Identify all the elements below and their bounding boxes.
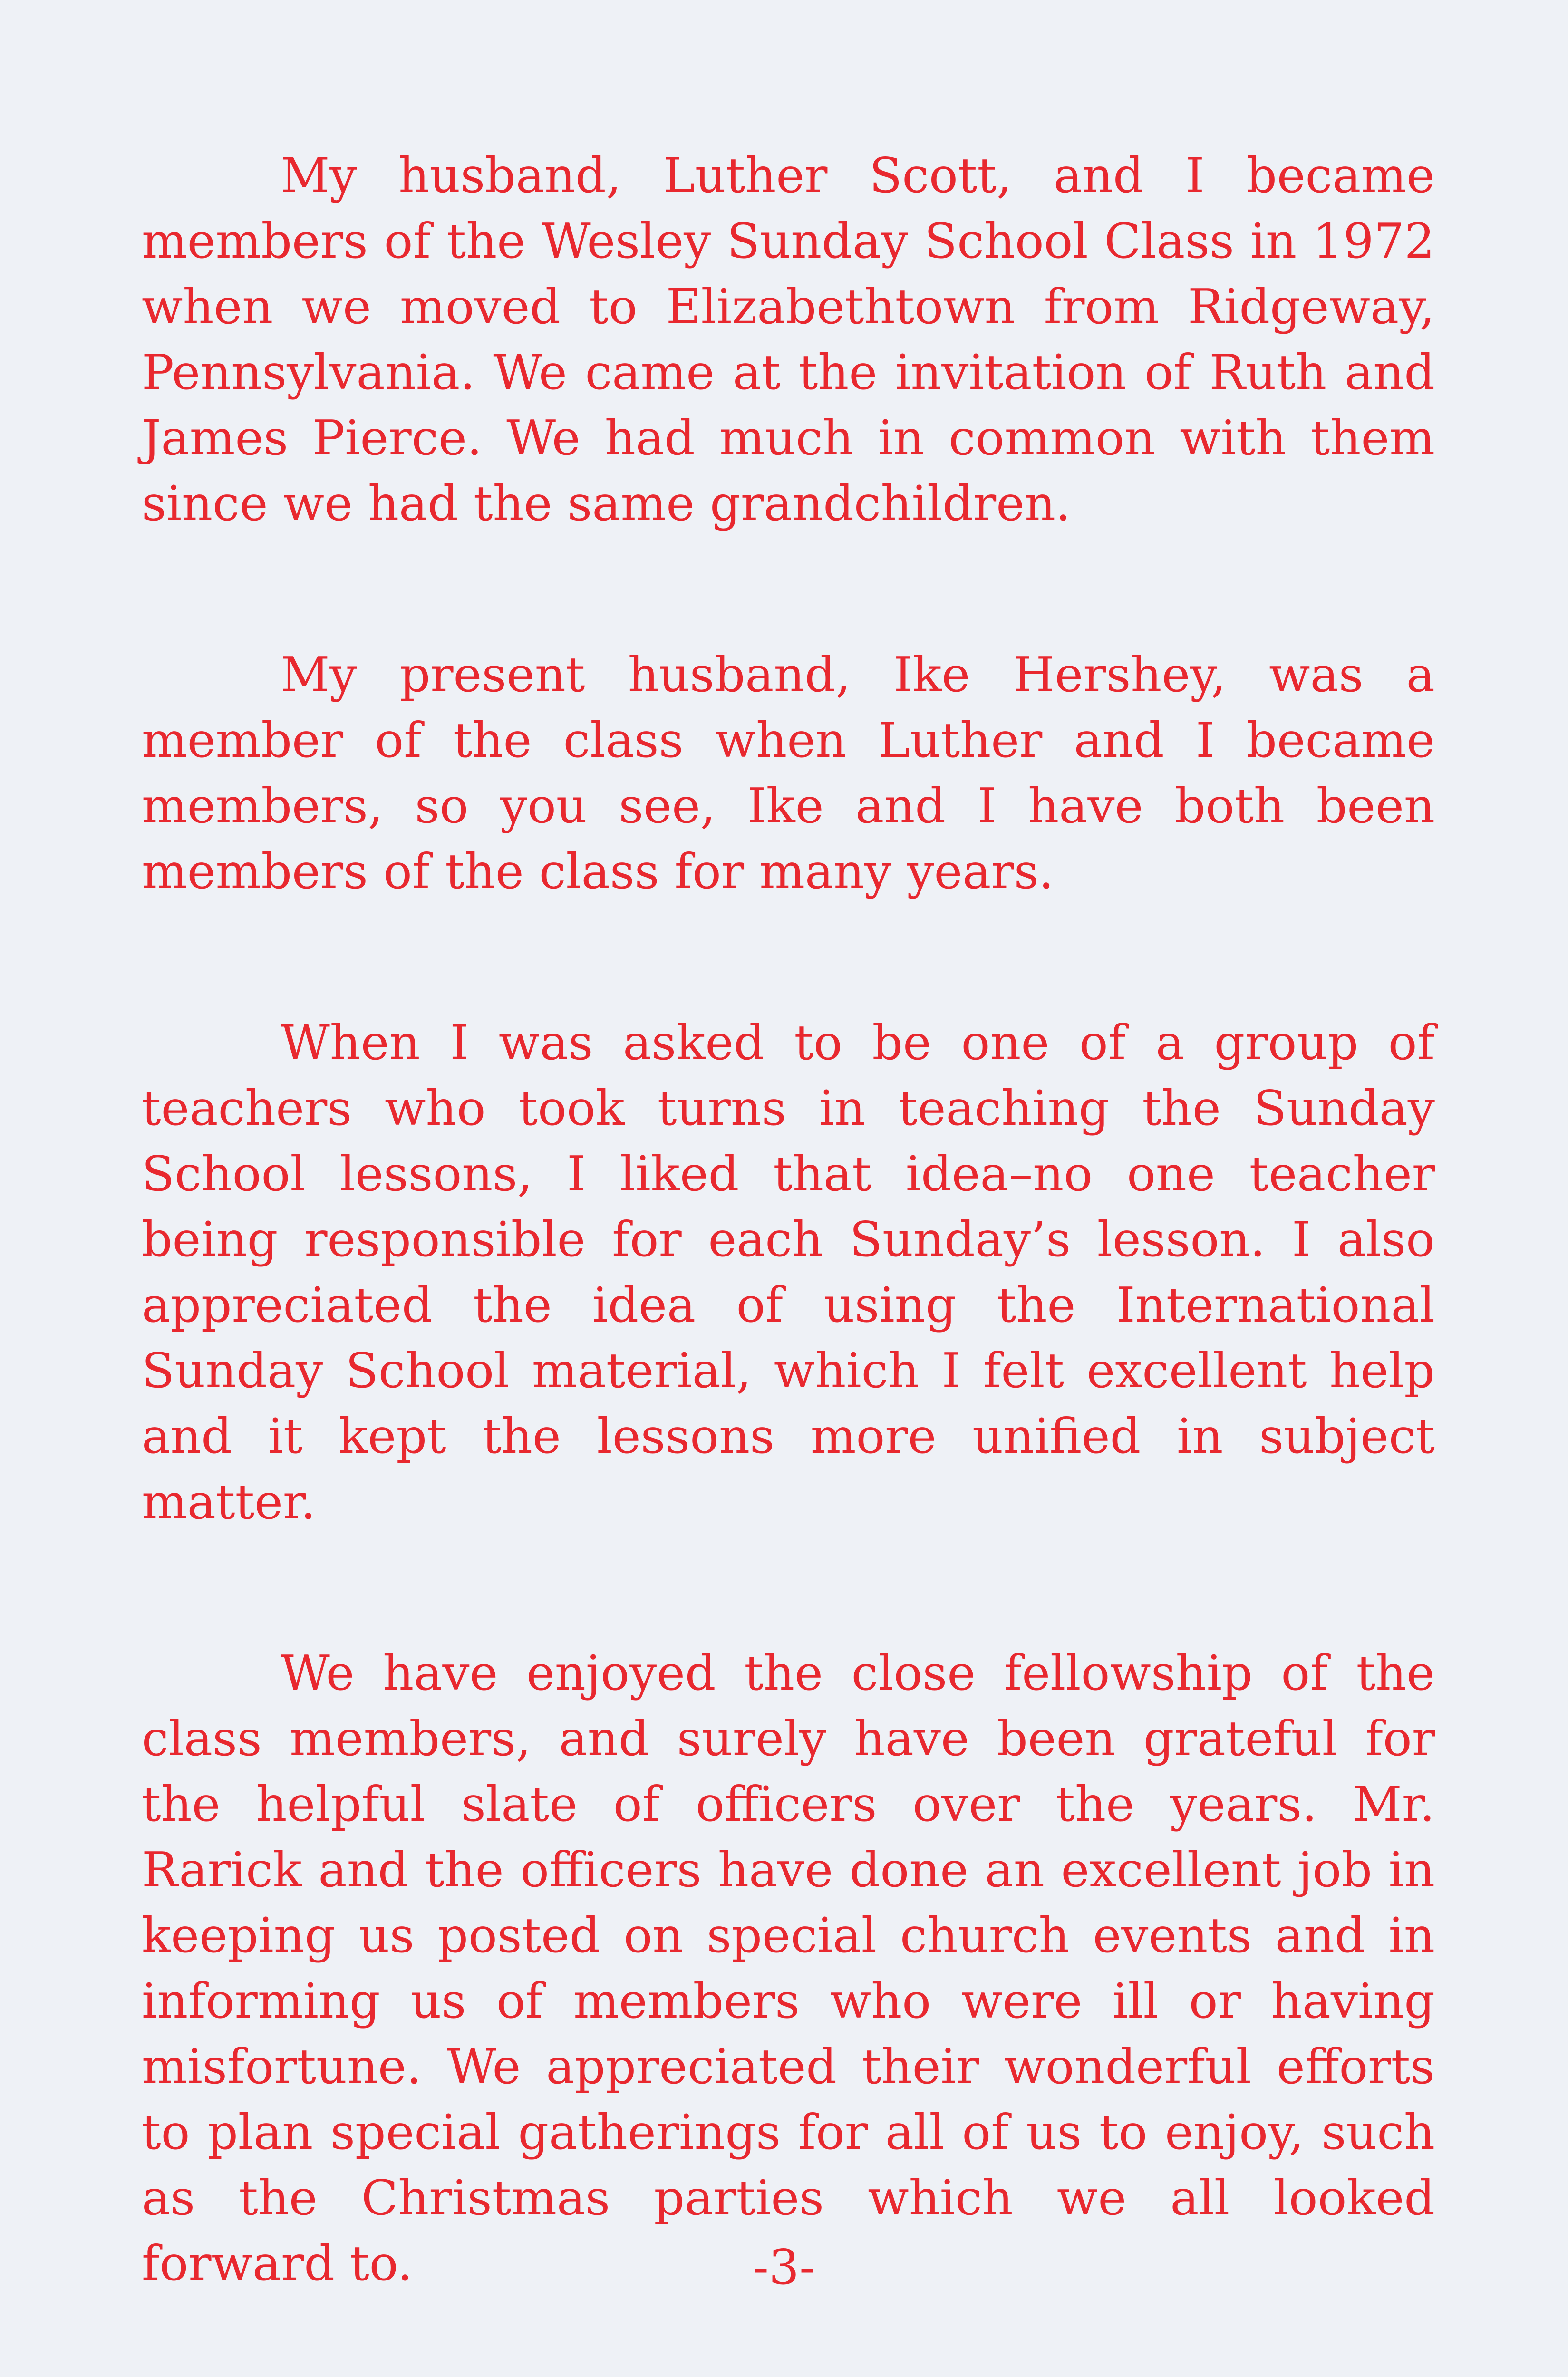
letter-body xyxy=(142,143,1435,2377)
page-number: -3- xyxy=(752,2239,816,2295)
paragraph-3: When I was asked to be one of a group of teachers who took turns in teaching the Sunday School lessons, I liked that idea–no one teacher being responsible for each Sunday’s lesson. I also appreciated the idea of using the International Sunday School material, which I felt excellent help and it kept the lessons more unified in subject matter. xyxy=(142,1015,1435,1530)
paragraph-2: My present husband, Ike Hershey, was a member of the class when Luther and I became members, so you see, Ike and I have both been members of the class for many years. xyxy=(142,647,1435,899)
paragraph-1: My husband, Luther Scott, and I became members of the Wesley Sunday School Class in 1972 when we moved to Elizabethtown from Ridgeway, Pennsylvania. We came at the invitation of Ruth and James Pierce. We had much in common with them since we had the same grandchildren. xyxy=(142,147,1435,531)
paragraph-4: We have enjoyed the close fellowship of the class members, and surely have been grateful for the helpful slate of officers over the years. Mr. Rarick and the officers have done an excellent job in keeping us posted on special church events and in informing us of members who were ill or having misfortune. We appreciated their wonderful efforts to plan special gatherings for all of us to enjoy, such as the Christmas parties which we all looked forward to. xyxy=(142,1645,1435,2291)
